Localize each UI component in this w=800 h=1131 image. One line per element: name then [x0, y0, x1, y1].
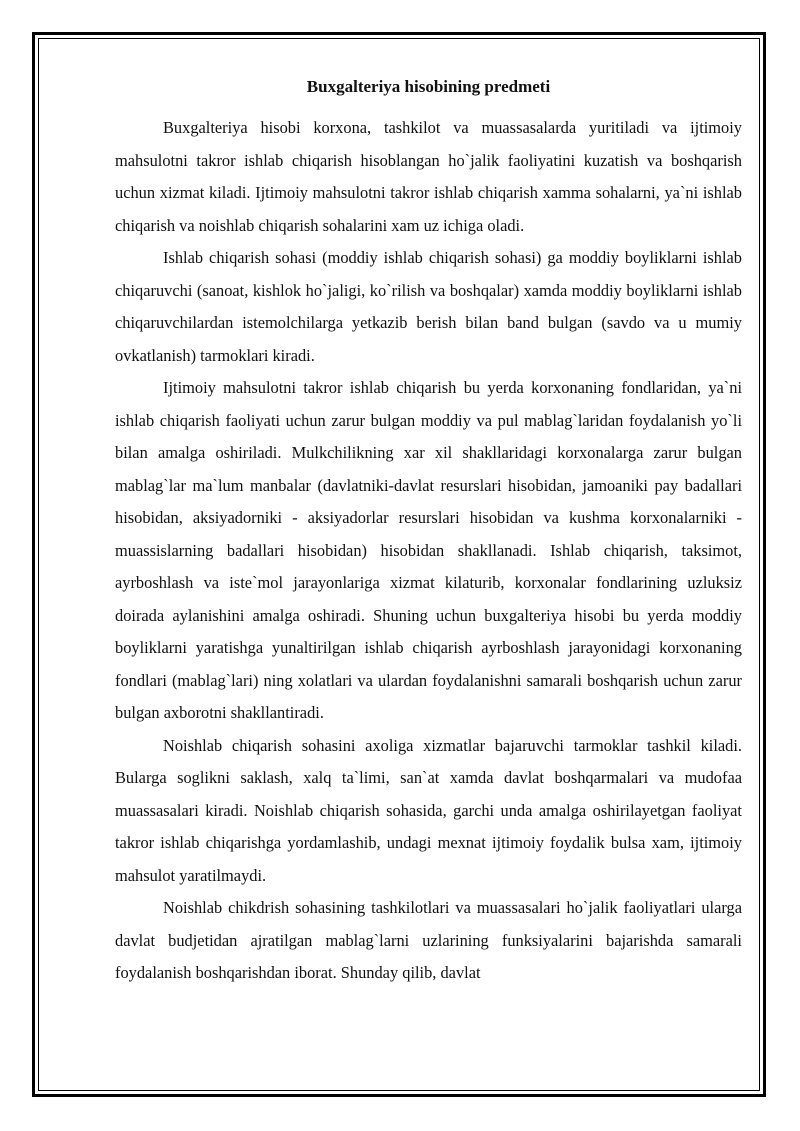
- document-body: [115, 74, 742, 990]
- paragraph-5: Noishlab chikdrish sohasining tashkilotlari va muassasalari ho`jalik faoliyatlari ularga davlat budjetidan ajratilgan mablag`larni uzlarining funksiyalarini bajarishda samarali foydalanish boshqarishdan iborat. Shunday qilib, davlat: [115, 898, 742, 982]
- document-title: Buxgalteriya hisobining predmeti: [306, 77, 551, 96]
- paragraph-3: Ijtimoiy mahsulotni takror ishlab chiqarish bu yerda korxonaning fondlaridan, ya`ni ishlab chiqarish faoliyati uchun zarur bulgan moddiy va pul mablag`laridan foydalanish yo`li bilan amalga oshiriladi. Mulkchilikning xar xil shakllaridagi korxonalarga zarur bulgan mablag`lar ma`lum manbalar (davlatniki-davlat resurslari hisobidan, jamoaniki pay badallari hisobidan, aksiyadorniki - aksiyadorlar resurslari hisobidan va kushma korxonalarniki - muassislarning badallari hisobidan) hisobidan shakllanadi. Ishlab chiqarish, taksimot, ayrboshlash va iste`mol jarayonlariga xizmat kilaturib, korxonalar fondlarining uzluksiz doirada aylanishini amalga oshiradi. Shuning uchun buxgalteriya hisobi bu yerda moddiy boyliklarni yaratishga yunaltirilgan ishlab chiqarish ayrboshlash jarayonidagi korxonaning fondlari (mablag`lari) ning xolatlari va ulardan foydalanishni samarali boshqarish uchun zarur bulgan axborotni shakllantiradi.: [115, 378, 742, 722]
- paragraph-2: Ishlab chiqarish sohasi (moddiy ishlab chiqarish sohasi) ga moddiy boyliklarni ishlab chiqaruvchi (sanoat, kishlok ho`jaligi, ko`rilish va boshqalar) xamda moddiy boyliklarni ishlab chiqaruvchilardan istemolchilarga yetkazib berish bilan band bulgan (savdo va u mumiy ovkatlanish) tarmoklari kiradi.: [115, 248, 742, 365]
- paragraph-1: Buxgalteriya hisobi korxona, tashkilot va muassasalarda yuritiladi va ijtimoiy mahsulotni takror ishlab chiqarish hisoblangan ho`jalik faoliyatini kuzatish va boshqarish uchun xizmat kiladi. Ijtimoiy mahsulotni takror ishlab chiqarish xamma sohalarni, ya`ni ishlab chiqarish va noishlab chiqarish sohalarini xam uz ichiga oladi.: [115, 118, 742, 235]
- paragraph-4: Noishlab chiqarish sohasini axoliga xizmatlar bajaruvchi tarmoklar tashkil kiladi. Bularga soglikni saklash, xalq ta`limi, san`at xamda davlat boshqarmalari va mudofaa muassasalari kiradi. Noishlab chiqarish sohasida, garchi unda amalga oshirilayetgan faoliyat takror ishlab chiqarishga yordamlashib, undagi mexnat ijtimoiy foydalik bulsa xam, ijtimoiy mahsulot yaratilmaydi.: [115, 735, 742, 885]
